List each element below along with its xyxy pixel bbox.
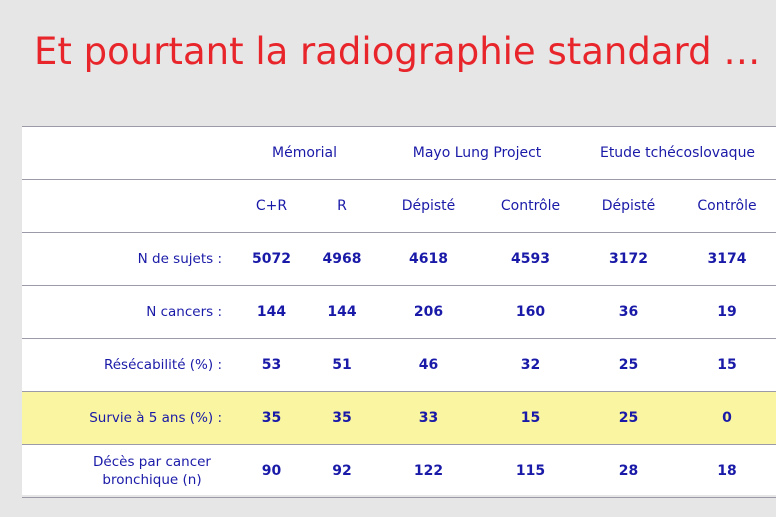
table-cell: 160 [482,286,579,339]
subheader-cell: C+R [234,180,309,233]
table-cell: 15 [678,339,776,392]
table-cell: 5072 [234,233,309,286]
group-header-row [22,127,776,180]
table-cell: 18 [678,445,776,498]
table-cell: 25 [579,392,678,445]
table-cell: 206 [375,286,482,339]
table-row [22,339,776,392]
row-label: Survie à 5 ans (%) : [22,392,234,445]
table-cell: 19 [678,286,776,339]
group-header: Mémorial [234,127,375,180]
subheader-cell: Dépisté [375,180,482,233]
table-cell: 25 [579,339,678,392]
table-cell: 115 [482,445,579,498]
table-cell: 122 [375,445,482,498]
table-cell: 53 [234,339,309,392]
row-label: Décès par cancer bronchique (n) [22,445,234,498]
table-cell: 0 [678,392,776,445]
table-cell: 36 [579,286,678,339]
table-row [22,233,776,286]
table-cell: 92 [309,445,375,498]
row-label: Résécabilité (%) : [22,339,234,392]
table-cell: 4618 [375,233,482,286]
group-header: Mayo Lung Project [375,127,579,180]
table-cell: 32 [482,339,579,392]
highlighted-row [22,392,776,445]
table-cell: 4968 [309,233,375,286]
subheader-cell: Contrôle [678,180,776,233]
table-cell: 46 [375,339,482,392]
data-table [22,126,776,495]
table-cell: 3174 [678,233,776,286]
row-label: N de sujets : [22,233,234,286]
subheader-row [22,180,776,233]
group-header: Etude tchécoslovaque [579,127,776,180]
table-cell: 35 [234,392,309,445]
table-cell: 51 [309,339,375,392]
table-cell: 15 [482,392,579,445]
table-cell: 4593 [482,233,579,286]
subheader-cell: R [309,180,375,233]
table-cell: 35 [309,392,375,445]
table-row [22,445,776,498]
subheader-cell: Dépisté [579,180,678,233]
comparison-table [22,126,776,498]
table-cell: 90 [234,445,309,498]
table-cell: 28 [579,445,678,498]
subheader-cell: Contrôle [482,180,579,233]
row-label: N cancers : [22,286,234,339]
table-cell: 3172 [579,233,678,286]
table-cell: 144 [309,286,375,339]
table-cell: 33 [375,392,482,445]
slide-title: Et pourtant la radiographie standard … [34,30,761,73]
table-row [22,286,776,339]
table-cell: 144 [234,286,309,339]
